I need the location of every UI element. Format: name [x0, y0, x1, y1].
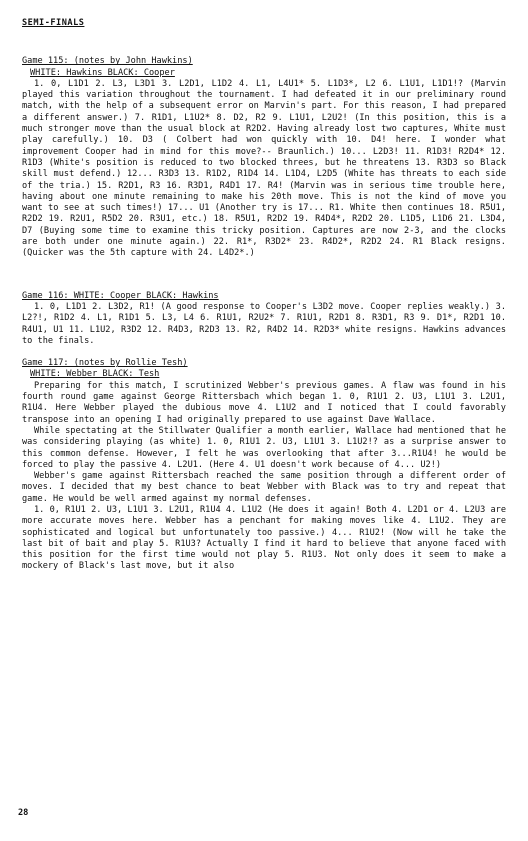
game-heading: Game 117: (notes by Rollie Tesh): [22, 358, 188, 369]
page-number: 28: [18, 808, 29, 818]
game-notes-paragraph: 1. 0, L1D1 2. L3D2, R1! (A good response to Cooper's L3D2 move. Cooper replies weakly.) 3. L2?!, R1D2 4. L1, R1D1 5. L3, L4 6. R1U1, R2U2* 7. R1U1, R2D1 8. R3D1, R3 9. D1*, R2D1 10. R4U1, U1 11. L1U2, R3D2 12. R4D3, R2D3 13. R2, R4D2 14. R2D3* white resigns. Hawkins advances to the finals.: [22, 301, 506, 346]
game-117: [22, 358, 506, 573]
game-notes-paragraph: Preparing for this match, I scrutinized Webber's previous games. A flaw was found in his fourth round game against George Rittersbach which began 1. 0, R1U1 2. U3, L1U1 3. L2U1, R1U4. Here Webber played the dubious move 4. L1U2 and I noticed that I could favorably transpose into an opening I had originally prepared to use against Dave Wallace.: [22, 380, 506, 425]
game-notes-paragraph: 1. 0, R1U1 2. U3, L1U1 3. L2U1, R1U4 4. L1U2 (He does it again! Both 4. L2D1 or 4. L2U3 are more accurate moves here. Webber has a penchant for making moves like 4. L1U2. They are sophisticated and logical but unfortunately too passive.) 4... R1U2! (Now will he take the last bit of bait and play 5. R1U3? Actually I find it hard to believe that anyone faced with this position for the first time would not play 5. R1U3. Not only does it seem to make a mockery of Black's last move, but it also: [22, 504, 506, 572]
page-body: [22, 18, 506, 584]
game-notes-paragraph: Webber's game against Rittersbach reached the same position through a different order of moves. I decided that my best chance to beat Webber with Black was to try and repeat that game. He would be well armed against my normal defenses.: [22, 471, 506, 504]
game-notes-paragraph: While spectating at the Stillwater Qualifier a month earlier, Wallace had mentioned that he was considering playing (as white) 1. 0, R1U1 2. U3, L1U1 3. L1U2!? as a surprise answer to this common defense. However, I felt he was overlooking that after 3...R1U4! he would be forced to play the passive 4. L2U1. (Here 4. U1 doesn't work because of 4... U2!): [22, 425, 506, 470]
game-heading: Game 116: WHITE: Cooper BLACK: Hawkins: [22, 290, 219, 301]
game-115: [22, 56, 506, 259]
spacer: [22, 271, 506, 291]
section-title: SEMI-FINALS: [22, 18, 85, 28]
game-notes-paragraph: 1. 0, L1D1 2. L3, L3D1 3. L2D1, L1D2 4. L1, L4U1* 5. L1D3*, L2 6. L1U1, L1D1!? (Marvin played this variation throughout the tournament. I had defeated it in our preliminary round match, with the help of a subsequent error on Marvin's part. For this reason, I had prepared a different answer.) 7. R1D1, L1U2* 8. D2, R2 9. L1U1, L2U2! (In this position, this is a much stronger move than the usual block at R2D2. Having already lost two captures, White must play carefully.) 10. D3 ( Colbert had won quickly with 10. D4! here. I wonder what improvement Cooper had in mind for this move?-- Braunlich.) 10... L2D3! 11. R1D3! R2D4* 12. R1D3 (White's position is reduced to two blocked threes, but he threatens 13. R3D3 so Black skill must defend.) 12... R3D3 13. R1D2, R1D4 14. L1D4, L2D5 (White has threats to each side of the tria.) 15. R2D1, R3 16. R3D1, R4D1 17. R4! (Marvin was in serious time trouble here, having about one minute remaining to make his 20th move. This is not the kind of move you want to see at such times!) 17... U1 (Another try is 17... R1. White then continues 18. R5U1, R2D2 19. R2U1, R5D2 20. R3U1, etc.) 18. R5U1, R2D2 19. R4D4*, R2D2 20. L1D5, L1D6 21. L3D4, D7 (Buying some time to examine this tricky position. Captures are now 2-3, and the clocks are both under one minute again.) 22. R1*, R3D2* 23. R4D2*, R2D2 24. R1 Black resigns. (Quicker was the 5th capture with 24. L4D2*.): [22, 78, 506, 259]
game-players: WHITE: Hawkins BLACK: Cooper: [30, 67, 175, 78]
game-players: WHITE: Webber BLACK: Tesh: [30, 369, 160, 380]
game-116: [22, 291, 506, 347]
game-heading: Game 115: (notes by John Hawkins): [22, 56, 193, 67]
